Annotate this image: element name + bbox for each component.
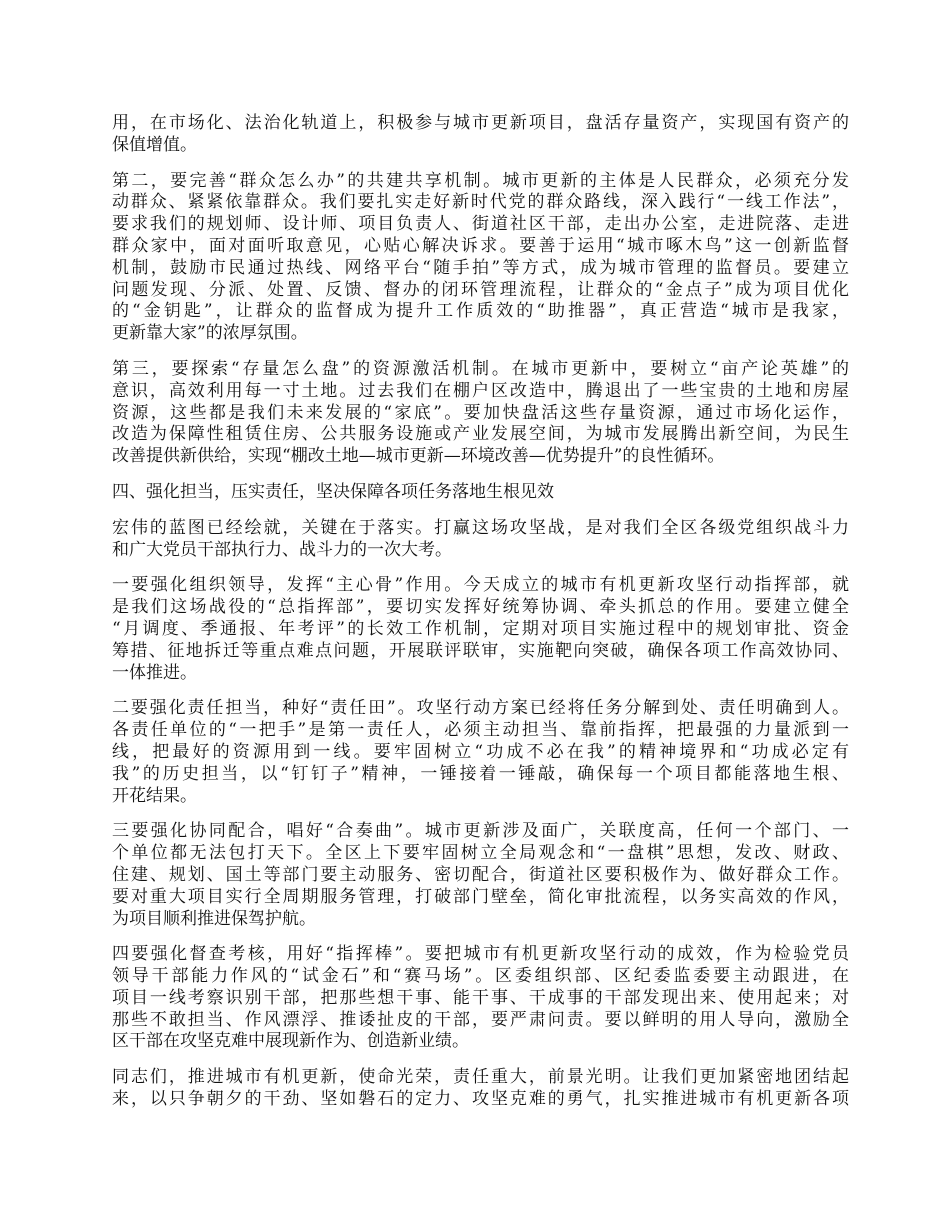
text-line: 宏伟的蓝图已经绘就，关键在于落实。打赢这场攻坚战，是对我们全区各级党组织战斗力 <box>112 517 849 538</box>
text-line: 区干部在攻坚克难中展现新作为、创造新业绩。 <box>112 1031 469 1052</box>
paragraph <box>112 359 849 468</box>
text-line: 同志们，推进城市有机更新，使命光荣，责任重大，前景光明。让我们更加紧密地团结起 <box>112 1067 849 1088</box>
paragraph <box>112 518 849 562</box>
text-line: 四要强化督查考核，用好“指挥棒”。要把城市有机更新攻坚行动的成效，作为检验党员 <box>112 944 849 965</box>
paragraph <box>112 575 849 684</box>
paragraph <box>112 113 849 157</box>
document-body <box>112 113 849 1125</box>
text-line: 筹措、征地拆迁等重点难点问题，开展联评联审，实施靶向突破，确保各项工作高效协同、 <box>112 640 849 661</box>
text-line: 和广大党员干部执行力、战斗力的一次大考。 <box>112 539 452 560</box>
paragraph <box>112 821 849 930</box>
paragraph <box>112 944 849 1053</box>
text-line: 改造为保障性租赁住房、公共服务设施或产业发展空间，为城市发展腾出新空间，为民生 <box>112 424 849 445</box>
text-line: 要求我们的规划师、设计师、项目负责人、街道社区干部，走出办公室，走进院落、走进 <box>112 214 849 235</box>
text-line: 的“金钥匙”，让群众的监督成为提升工作质效的“助推器”，真正营造“城市是我家， <box>112 301 849 322</box>
text-line: 更新靠大家”的浓厚氛围。 <box>112 323 308 344</box>
text-line: 是我们这场战役的“总指挥部”，要切实发挥好统筹协调、牵头抓总的作用。要建立健全 <box>112 597 849 618</box>
text-line: 三要强化协同配合，唱好“合奏曲”。城市更新涉及面广，关联度高，任何一个部门、一 <box>112 821 849 842</box>
text-line: 领导干部能力作风的“试金石”和“赛马场”。区委组织部、区纪委监委要主动跟进，在 <box>112 966 849 987</box>
text-line: 改善提供新供给，实现“棚改土地—城市更新—环境改善—优势提升”的良性循环。 <box>112 446 725 467</box>
text-line: 为项目顺利推进保驾护航。 <box>112 908 316 929</box>
text-line: 用，在市场化、法治化轨道上，积极参与城市更新项目，盘活存量资产，实现国有资产的 <box>112 113 849 133</box>
text-line: 那些不敢担当、作风漂浮、推诿扯皮的干部，要严肃问责。要以鲜明的用人导向，激励全 <box>112 1009 849 1030</box>
paragraph <box>112 698 849 807</box>
paragraph <box>112 171 849 345</box>
text-line: 机制，鼓励市民通过热线、网络平台“随手拍”等方式，成为城市管理的监督员。要建立 <box>112 257 849 278</box>
text-line: 动群众、紧紧依靠群众。我们要扎实走好新时代党的群众路线，深入践行“一线工作法”， <box>112 192 849 213</box>
text-line: 二要强化责任担当，种好“责任田”。攻坚行动方案已经将任务分解到处、责任明确到人。 <box>112 698 849 719</box>
section-heading <box>112 482 849 504</box>
text-line: 群众家中，面对面听取意见，心贴心解决诉求。要善于运用“城市啄木鸟”这一创新监督 <box>112 235 849 256</box>
text-line: 开花结果。 <box>112 785 197 806</box>
text-line: 个单位都无法包打天下。全区上下要牢固树立全局观念和“一盘棋”思想，发改、财政、 <box>112 843 849 864</box>
text-line: 意识，高效利用每一寸土地。过去我们在棚户区改造中，腾退出了一些宝贵的土地和房屋 <box>112 380 849 401</box>
text-line: 四、强化担当，压实责任，坚决保障各项任务落地生根见效 <box>112 481 554 502</box>
text-line: 资源，这些都是我们未来发展的“家底”。要加快盘活这些存量资源，通过市场化运作， <box>112 402 849 423</box>
text-line: 第三，要探索“存量怎么盘”的资源激活机制。在城市更新中，要树立“亩产论英雄”的 <box>112 358 849 379</box>
text-line: “月调度、季通报、年考评”的长效工作机制，定期对项目实施过程中的规划审批、资金 <box>112 618 849 639</box>
text-line: 我”的历史担当，以“钉钉子”精神，一锤接着一锤敲，确保每一个项目都能落地生根、 <box>112 763 849 784</box>
text-line: 来，以只争朝夕的干劲、坚如磐石的定力、攻坚克难的勇气，扎实推进城市有机更新各项 <box>112 1089 849 1110</box>
text-line: 要对重大项目实行全周期服务管理，打破部门壁垒，简化审批流程，以务实高效的作风， <box>112 886 849 907</box>
text-line: 一体推进。 <box>112 662 197 683</box>
text-line: 问题发现、分派、处置、反馈、督办的闭环管理流程，让群众的“金点子”成为项目优化 <box>112 279 849 300</box>
text-line: 保值增值。 <box>112 134 197 155</box>
text-line: 一要强化组织领导，发挥“主心骨”作用。今天成立的城市有机更新攻坚行动指挥部，就 <box>112 575 849 596</box>
text-line: 项目一线考察识别干部，把那些想干事、能干事、干成事的干部发现出来、使用起来；对 <box>112 987 849 1008</box>
text-line: 住建、规划、国土等部门要主动服务、密切配合，街道社区要积极作为、做好群众工作。 <box>112 864 849 885</box>
text-line: 线，把最好的资源用到一线。要牢固树立“功成不必在我”的精神境界和“功成必定有 <box>112 741 849 762</box>
paragraph <box>112 1067 849 1111</box>
text-line: 第二，要完善“群众怎么办”的共建共享机制。城市更新的主体是人民群众，必须充分发 <box>112 170 849 191</box>
text-line: 各责任单位的“一把手”是第一责任人，必须主动担当、靠前指挥，把最强的力量派到一 <box>112 720 849 741</box>
